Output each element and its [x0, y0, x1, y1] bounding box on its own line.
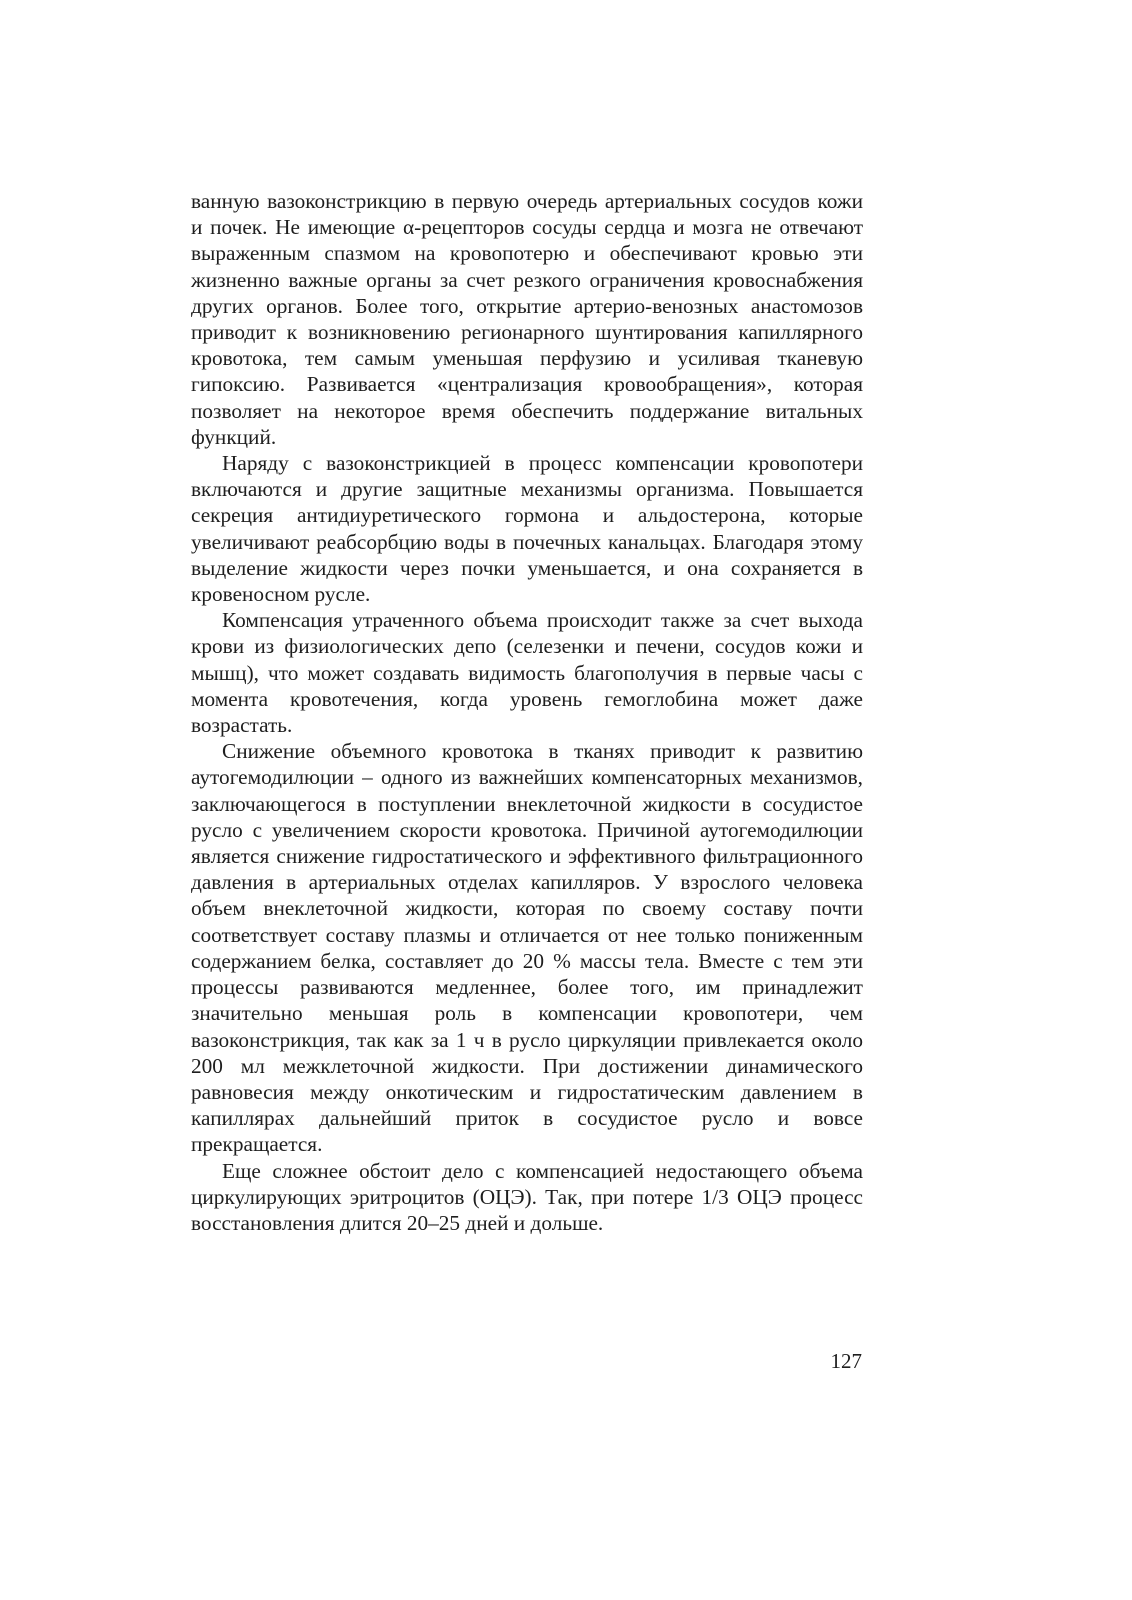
- paragraph-2: Наряду с вазоконстрикцией в процесс компенсации кровопотери включаются и другие защитные механизмы организма. Повышается секреция антидиуретического гормона и альдостерона, которые увеличивают реабсорбцию воды в почечных канальцах. Благодаря этому выделение жидкости через почки уменьшается, и она сохраняется в кровеносном русле.: [191, 451, 863, 607]
- page-body: [191, 188, 863, 1236]
- paragraph-5: Еще сложнее обстоит дело с компенсацией недостающего объема циркулирующих эритроцитов (ОЦЭ). Так, при потере 1/3 ОЦЭ процесс восстановления длится 20–25 дней и дольше.: [191, 1158, 863, 1235]
- page-number: 127: [830, 1349, 862, 1373]
- paragraph-3: Компенсация утраченного объема происходит также за счет выхода крови из физиологических депо (селезенки и печени, сосудов кожи и мышц), что может создавать видимость благополучия в первые часы с момента кровотечения, когда уровень гемоглобина может даже возрастать.: [191, 608, 863, 738]
- paragraph-4: Снижение объемного кровотока в тканях приводит к развитию аутогемодилюции – одного из важнейших компенсаторных механизмов, заключающегося в поступлении внеклеточной жидкости в сосудистое русло с увеличением скорости кровотока. Причиной аутогемодилюции является снижение гидростатического и эффективного фильтрационного давления в артериальных отделах капилляров. У взрослого человека объем внеклеточной жидкости, которая по своему составу почти соответствует составу плазмы и отличается от нее только пониженным содержанием белка, составляет до 20 % массы тела. Вместе с тем эти процессы развиваются медленнее, более того, им принадлежит значительно меньшая роль в компенсации кровопотери, чем вазоконстрикция, так как за 1 ч в русло циркуляции привлекается около 200 мл межклеточной жидкости. При достижении динамического равновесия между онкотическим и гидростатическим давлением в капиллярах дальнейший приток в сосудистое русло и вовсе прекращается.: [191, 739, 863, 1157]
- paragraph-1: ванную вазоконстрикцию в первую очередь артериальных сосудов кожи и почек. Не имеющие α-рецепторов сосуды сердца и мозга не отвечают выраженным спазмом на кровопотерю и обеспечивают кровью эти жизненно важные органы за счет резкого ограничения кровоснабжения других органов. Более того, открытие артерио-венозных анастомозов приводит к возникновению регионарного шунтирования капиллярного кровотока, тем самым уменьшая перфузию и усиливая тканевую гипоксию. Развивается «централизация кровообращения», которая позволяет на некоторое время обеспечить поддержание витальных функций.: [191, 189, 863, 449]
